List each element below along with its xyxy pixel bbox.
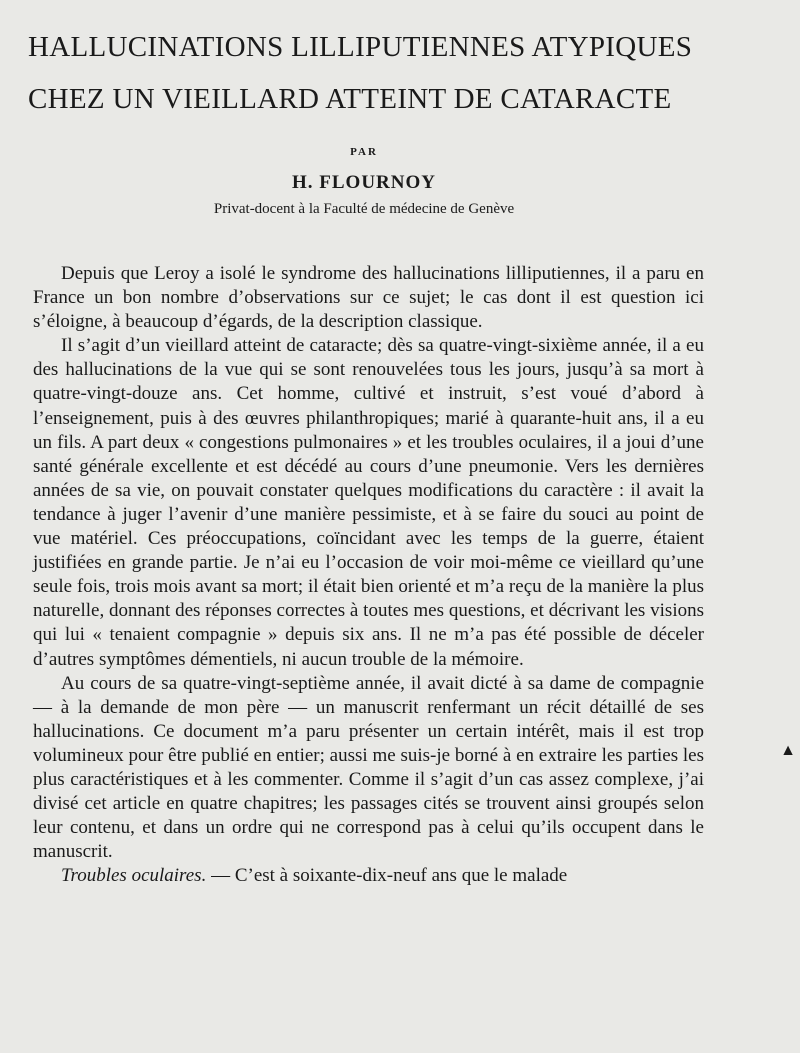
paragraph-4 bbox=[33, 864, 704, 888]
title-line-1: HALLUCINATIONS LILLIPUTIENNES ATYPIQUES bbox=[28, 31, 693, 63]
section-text: — C’est à soixante-dix-neuf ans que le malade bbox=[206, 865, 568, 887]
paragraph-2: Il s’agit d’un vieillard atteint de cataracte; dès sa quatre-vingt-sixième année, il a eu des hallucinations de la vue qui se sont renouvelées tous les jours, jusqu’à sa mort à quatre-vingt-douze ans. Cet homme, cultivé et instruit, s’est voué d’abord à l’enseignement, puis à des œuvres philanthropiques; marié à quarante-huit ans, il a eu un fils. A part deux « congestions pulmonaires » et les troubles oculaires, il a joui d’une santé générale excellente et est décédé au cours d’une pneumonie. Vers les dernières années de sa vie, on pouvait constater quelques modifications du caractère : il avait la tendance à juger l’avenir d’une manière pessimiste, et à se faire du souci au point de vue matériel. Ces préoccupations, coïncidant avec les temps de la guerre, étaient justifiées en grande partie. Je n’ai eu l’occasion de voir moi-même ce vieillard qu’une seule fois, trois mois avant sa mort; il était bien orienté et m’a reçu de la manière la plus naturelle, donnant des réponses correctes à toutes mes questions, et décrivant les visions qui lui « tenaient compagnie » depuis six ans. Il ne m’a pas été possible de déceler d’autres symptômes démentiels, ni aucun trouble de la mémoire. bbox=[33, 335, 704, 670]
paragraph-3: Au cours de sa quatre-vingt-septième année, il avait dicté à sa dame de compagnie — à la demande de mon père — un manuscrit renfermant un récit détaillé de ses hallucinations. Ce document m’a paru présenter un certain intérêt, mais il est trop volumineux pour être publié en entier; aussi me suis-je borné à en extraire les parties les plus caractéristiques et à les commenter. Comme il s’agit d’un cas assez complexe, j’ai divisé cet article en quatre chapitres; les passages cités se trouvent ainsi groupés selon leur contenu, et dans un ordre qui ne correspond pas à celui qu’ils occupent dans le manuscrit. bbox=[33, 672, 704, 863]
section-heading: Troubles oculaires. bbox=[61, 865, 207, 887]
byline-par: PAR bbox=[350, 146, 378, 158]
author-name: H. FLOURNOY bbox=[292, 172, 436, 193]
margin-mark: ▲ bbox=[780, 742, 796, 759]
paragraph-1: Depuis que Leroy a isolé le syndrome des hallucinations lilliputiennes, il a paru en France un bon nombre d’observations sur ce sujet; le cas dont il est question ici s’éloigne, à beaucoup d’égards, de la description classique. bbox=[33, 263, 704, 333]
title-line-2: CHEZ UN VIEILLARD ATTEINT DE CATARACTE bbox=[28, 83, 672, 115]
article-body bbox=[33, 262, 704, 888]
author-affiliation: Privat-docent à la Faculté de médecine de Genève bbox=[213, 201, 515, 217]
